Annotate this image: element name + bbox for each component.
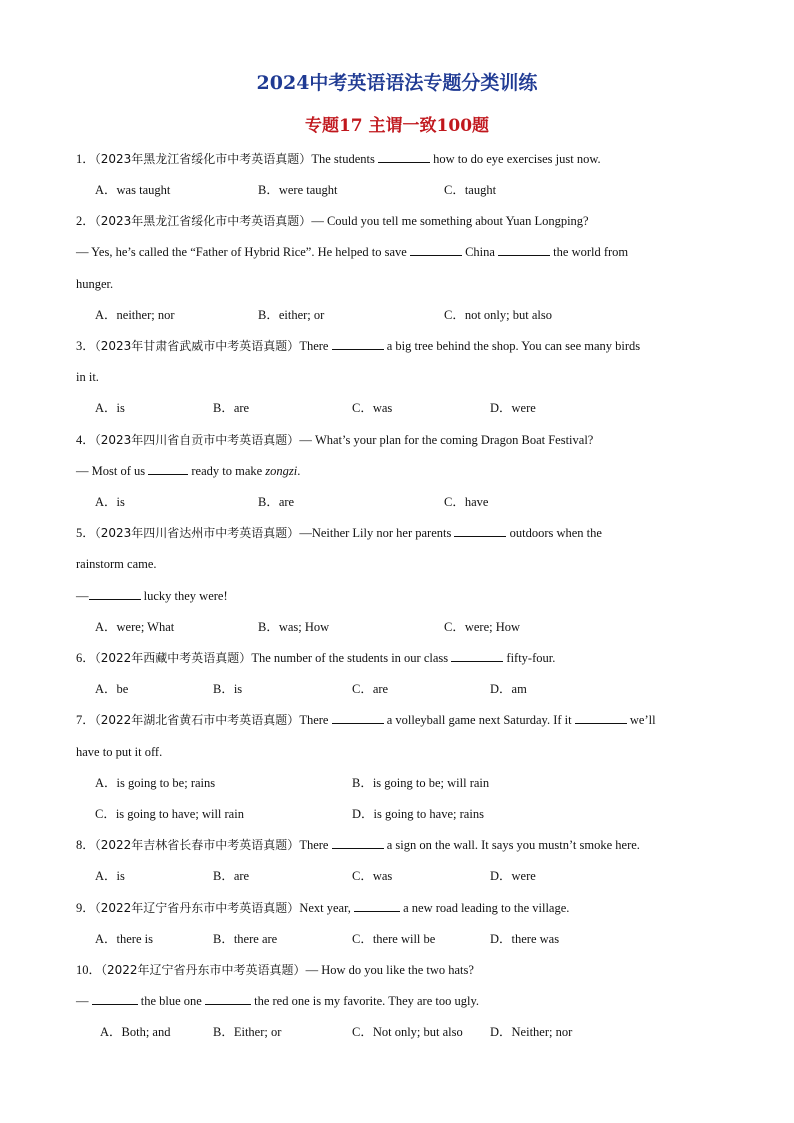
- answer-blank: [451, 649, 503, 662]
- option-d: D．Neither; nor: [490, 1025, 573, 1039]
- option-d: D．am: [490, 682, 527, 696]
- question-10-line: — the blue one the red one is my favorite. They are too ugly.: [76, 994, 480, 1008]
- option-a: A．is: [95, 869, 125, 883]
- option-b: B．there are: [213, 932, 278, 946]
- option-c: C．was: [352, 401, 393, 415]
- option-b: B．either; or: [258, 308, 325, 322]
- question-5-stem: 5．（2023年四川省达州市中考英语真题）—Neither Lily nor her parents outdoors when the: [76, 526, 602, 540]
- option-c: C．is going to have; will rain: [95, 807, 244, 821]
- page-title: 2024中考英语语法专题分类训练: [256, 72, 538, 94]
- question-4-stem: 4．（2023年四川省自贡市中考英语真题）— What’s your plan for the coming Dragon Boat Festival?: [76, 433, 594, 447]
- option-a: A．be: [95, 682, 129, 696]
- option-a: A．is: [95, 401, 125, 415]
- option-a: A．is going to be; rains: [95, 776, 216, 790]
- question-6-stem: 6．（2022年西藏中考英语真题）The number of the students in our class fifty-four.: [76, 651, 556, 665]
- option-d: D．there was: [490, 932, 560, 946]
- question-3-line: in it.: [76, 370, 99, 384]
- option-b: B．were taught: [258, 183, 338, 197]
- option-c: C．taught: [444, 183, 497, 197]
- option-c: C．was: [352, 869, 393, 883]
- answer-blank: [410, 243, 462, 256]
- answer-blank: [148, 462, 188, 475]
- option-b: B．are: [213, 401, 250, 415]
- option-c: C．not only; but also: [444, 308, 552, 322]
- option-b: B．are: [213, 869, 250, 883]
- option-c: C．were; How: [444, 620, 521, 634]
- answer-blank: [92, 992, 138, 1005]
- option-b: B．is going to be; will rain: [352, 776, 490, 790]
- option-c: C．Not only; but also: [352, 1025, 463, 1039]
- option-c: C．are: [352, 682, 389, 696]
- answer-blank: [332, 337, 384, 350]
- page-subtitle: 专题17 主谓一致100题: [304, 116, 490, 136]
- answer-blank: [332, 711, 384, 724]
- question-4-line: — Most of us ready to make zongzi.: [76, 464, 301, 478]
- option-b: B．is: [213, 682, 243, 696]
- question-7-line: have to put it off.: [76, 745, 163, 759]
- option-b: B．Either; or: [213, 1025, 282, 1039]
- question-1-stem: 1．（2023年黑龙江省绥化市中考英语真题）The students how to do eye exercises just now.: [76, 152, 601, 166]
- option-b: B．are: [258, 495, 295, 509]
- option-d: D．is going to have; rains: [352, 807, 484, 821]
- answer-blank: [378, 150, 430, 163]
- option-a: A．is: [95, 495, 125, 509]
- option-a: A．were; What: [95, 620, 175, 634]
- question-2-line: hunger.: [76, 277, 114, 291]
- option-a: A．there is: [95, 932, 153, 946]
- option-a: A．was taught: [95, 183, 171, 197]
- answer-blank: [332, 836, 384, 849]
- answer-blank: [498, 243, 550, 256]
- answer-blank: [89, 587, 141, 600]
- question-9-stem: 9．（2022年辽宁省丹东市中考英语真题）Next year, a new road leading to the village.: [76, 901, 570, 915]
- option-a: A．Both; and: [100, 1025, 171, 1039]
- option-a: A．neither; nor: [95, 308, 175, 322]
- answer-blank: [575, 711, 627, 724]
- question-7-stem: 7．（2022年湖北省黄石市中考英语真题）There a volleyball game next Saturday. If it we’ll: [76, 713, 656, 727]
- option-c: C．have: [444, 495, 489, 509]
- question-2-stem: 2．（2023年黑龙江省绥化市中考英语真题）— Could you tell me something about Yuan Longping?: [76, 214, 589, 228]
- question-3-stem: 3．（2023年甘肃省武威市中考英语真题）There a big tree behind the shop. You can see many birds: [76, 339, 641, 353]
- option-d: D．were: [490, 401, 536, 415]
- question-2-line: — Yes, he’s called the “Father of Hybrid Rice”. He helped to save China the world from: [76, 245, 629, 259]
- answer-blank: [354, 899, 400, 912]
- question-5-line: rainstorm came.: [76, 557, 157, 571]
- option-d: D．were: [490, 869, 536, 883]
- option-b: B．was; How: [258, 620, 330, 634]
- answer-blank: [205, 992, 251, 1005]
- question-8-stem: 8．（2022年吉林省长春市中考英语真题）There a sign on the wall. It says you mustn’t smoke here.: [76, 838, 640, 852]
- answer-blank: [454, 524, 506, 537]
- option-c: C．there will be: [352, 932, 436, 946]
- question-10-stem: 10．（2022年辽宁省丹东市中考英语真题）— How do you like the two hats?: [76, 963, 474, 977]
- question-5-line: — lucky they were!: [76, 589, 228, 603]
